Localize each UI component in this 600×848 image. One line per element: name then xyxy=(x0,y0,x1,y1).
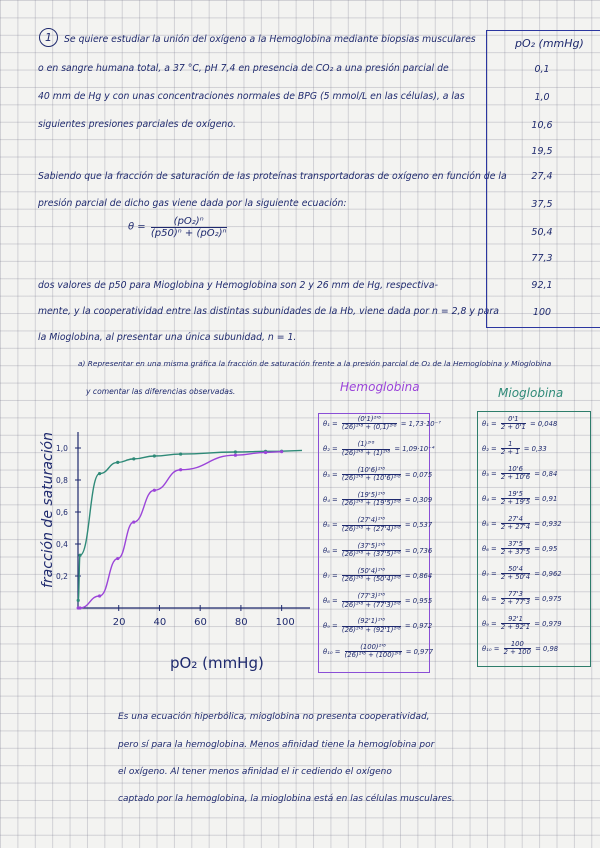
x-tick-label: 60 xyxy=(194,617,207,628)
calc-denominator: 2 + 77'3 xyxy=(500,598,531,607)
mioglobina-point xyxy=(153,454,156,457)
calc-result: 0,979 xyxy=(542,619,562,628)
calc-denominator: 2 + 1 xyxy=(500,448,520,457)
hemoglobina-curve xyxy=(78,452,281,608)
hemoglobina-point xyxy=(153,489,156,492)
chart-x-label: pO₂ (mmHg) xyxy=(170,654,264,672)
hemoglobina-calculations xyxy=(318,413,441,673)
po2-value: 19,5 xyxy=(531,146,553,157)
theta-label: θ₆ xyxy=(323,546,330,555)
problem-line-1: Se quiere estudiar la unión del oxígeno a la Hemoglobina mediante biopsias musculares xyxy=(64,34,476,45)
mioglobina-calc-row: θ₅ = $\frac{27'4}{2 + 27'4}$ = 0,932 xyxy=(482,515,562,532)
hemoglobina-point xyxy=(280,450,283,453)
calc-numerator: (1)²'⁸ xyxy=(342,441,390,449)
hemoglobina-point xyxy=(264,451,267,454)
calc-result: 1,73·10⁻⁷ xyxy=(408,419,441,428)
mioglobina-curve xyxy=(78,450,302,600)
hemoglobina-point xyxy=(116,557,119,560)
calc-denominator: 2 + 0'1 xyxy=(500,423,526,432)
po2-value: 37,5 xyxy=(531,199,553,210)
x-tick-label: 80 xyxy=(234,617,248,628)
calc-result: 0,048 xyxy=(537,419,558,428)
mioglobina-calc-row: θ₉ = $\frac{92'1}{2 + 92'1}$ = 0,979 xyxy=(482,615,562,632)
theta-label: θ₁₀ xyxy=(482,644,492,653)
task-a-line-2: y comentar las diferencias observadas. xyxy=(86,387,236,396)
calc-result: 0,977 xyxy=(413,647,434,656)
mioglobina-calc-row: θ₇ = $\frac{50'4}{2 + 50'4}$ = 0,962 xyxy=(482,565,562,582)
po2-value: 100 xyxy=(532,307,552,318)
mioglobina-calc-row: θ₃ = $\frac{10'6}{2 + 10'6}$ = 0,84 xyxy=(482,465,558,482)
theta-label: θ₅ xyxy=(323,521,330,530)
x-tick-label: 100 xyxy=(275,617,295,628)
calc-denominator: (26)²'⁸ + (100)²'⁸ xyxy=(344,651,402,660)
saturation-formula xyxy=(128,216,229,239)
y-tick-label: 0,6 xyxy=(56,508,68,517)
y-tick-label: 1,0 xyxy=(56,444,68,453)
hemoglobina-calc-row: θ₁₀ = $\frac{\text{(100)²'⁸}}{\text{(26)²'⁸ + (100)²'⁸}}$ = 0,977 xyxy=(323,642,434,660)
calc-numerator: (100)²'⁸ xyxy=(345,644,402,652)
calc-denominator: (26)²'⁸ + (77'3)²'⁸ xyxy=(341,600,401,609)
po2-value: 27,4 xyxy=(531,171,553,182)
hemoglobina-calc-row: θ₁ = $\frac{\text{(0'1)²'⁸}}{\text{(26)²'⁸ + (0,1)²'⁸}}$ = 1,73·10⁻⁷ xyxy=(323,415,441,432)
calc-numerator: (92'1)²'⁸ xyxy=(342,618,401,626)
theta-label: θ₇ xyxy=(482,569,489,578)
calc-numerator: 10'6 xyxy=(501,466,530,474)
calc-result: 0,864 xyxy=(412,571,433,580)
calc-numerator: (19'5)²'⁸ xyxy=(342,492,401,500)
calc-denominator: 2 + 100 xyxy=(503,648,531,657)
hemoglobina-calc-row: θ₇ = $\frac{\text{(50'4)²'⁸}}{\text{(26)²'⁸ + (50'4)²'⁸}}$ = 0,864 xyxy=(323,566,433,584)
p50-line-3: la Mioglobina, al presentar una única subunidad, n = 1. xyxy=(38,332,297,343)
hemoglobina-point xyxy=(179,468,182,471)
p50-line-1: dos valores de p50 para Mioglobina y Hemoglobina son 2 y 26 mm de Hg, respectiva- xyxy=(38,280,438,291)
calc-denominator: 2 + 92'1 xyxy=(500,623,531,632)
theta-label: θ₃ xyxy=(323,470,330,479)
mioglobina-point xyxy=(116,461,119,464)
calc-numerator: 50'4 xyxy=(501,566,530,574)
calc-result: 0,736 xyxy=(412,546,433,555)
calc-result: 0,84 xyxy=(542,469,558,478)
y-tick-label: 0,8 xyxy=(56,476,68,485)
po2-table xyxy=(486,30,600,328)
calc-numerator: (10'6)²'⁸ xyxy=(342,467,401,475)
problem-line-4: siguientes presiones parciales de oxígeno. xyxy=(38,119,236,130)
problem-number: 1 xyxy=(39,28,58,47)
y-tick-label: 0,4 xyxy=(56,540,68,549)
po2-value: 1,0 xyxy=(534,92,550,103)
calc-numerator: 27'4 xyxy=(501,516,530,524)
calc-result: 1,09·10⁻⁴ xyxy=(402,445,435,454)
x-tick-label: 20 xyxy=(112,617,126,628)
calc-result: 0,932 xyxy=(542,519,562,528)
hemoglobina-title: Hemoglobina xyxy=(340,380,420,394)
conclusion-line-2: pero sí para la hemoglobina. Menos afinidad tiene la hemoglobina por xyxy=(118,740,435,750)
calc-denominator: (26)²'⁸ + (10'6)²'⁸ xyxy=(341,474,401,483)
hemoglobina-calc-row: θ₂ = $\frac{\text{(1)²'⁸}}{\text{(26)²'⁸ + (1)²'⁸}}$ = 1,09·10⁻⁴ xyxy=(323,440,435,457)
mioglobina-point xyxy=(98,472,101,475)
formula-numerator: (pO₂)ⁿ xyxy=(151,216,227,228)
calc-numerator: (27'4)²'⁸ xyxy=(342,517,401,525)
calc-denominator: (26)²'⁸ + (27'4)²'⁸ xyxy=(341,524,401,533)
theta-label: θ₂ xyxy=(482,444,489,453)
calc-denominator: 2 + 10'6 xyxy=(500,473,531,482)
calc-result: 0,33 xyxy=(531,444,547,453)
calc-numerator: (0'1)²'⁸ xyxy=(342,416,397,424)
hemoglobina-calc-row: θ₈ = $\frac{\text{(77'3)²'⁸}}{\text{(26)²'⁸ + (77'3)²'⁸}}$ = 0,955 xyxy=(323,592,433,609)
calc-denominator: (26)²'⁸ + (19'5)²'⁸ xyxy=(341,499,401,508)
calc-denominator: 2 + 50'4 xyxy=(500,573,531,582)
calc-numerator: 77'3 xyxy=(501,591,530,599)
theta-label: θ₂ xyxy=(323,445,330,454)
mioglobina-calc-row: θ₆ = $\frac{37'5}{2 + 37'5}$ = 0,95 xyxy=(482,540,558,557)
po2-table-header: pO₂ (mmHg) xyxy=(515,37,584,50)
conclusion-line-4: captado por la hemoglobina, la mioglobina está en las células musculares. xyxy=(118,794,455,804)
hemoglobina-calc-row: θ₆ = $\frac{\text{(37'5)²'⁸}}{\text{(26)²'⁸ + (37'5)²'⁸}}$ = 0,736 xyxy=(323,541,433,558)
calc-result: 0,309 xyxy=(412,495,433,504)
mioglobina-calc-row: θ₁ = $\frac{0'1}{2 + 0'1}$ = 0,048 xyxy=(482,415,558,432)
calc-denominator: 2 + 37'5 xyxy=(500,548,531,557)
calc-denominator: (26)²'⁸ + (1)²'⁸ xyxy=(341,448,391,457)
theta-label: θ₄ xyxy=(323,495,330,504)
calc-result: 0,98 xyxy=(543,644,559,653)
calc-numerator: (37'5)²'⁸ xyxy=(342,543,401,551)
theta-label: θ₁ xyxy=(482,419,489,428)
calc-denominator: (26)²'⁸ + (50'4)²'⁸ xyxy=(341,575,401,584)
calc-result: 0,975 xyxy=(542,594,562,603)
calc-numerator: 92'1 xyxy=(501,616,530,624)
calc-result: 0,91 xyxy=(542,494,558,503)
calc-denominator: (26)²'⁸ + (92'1)²'⁸ xyxy=(341,625,401,634)
calc-result: 0,075 xyxy=(412,470,433,479)
conclusion-line-3: el oxígeno. Al tener menos afinidad el ir cediendo el oxígeno xyxy=(118,767,392,777)
mioglobina-title: Mioglobina xyxy=(498,386,564,400)
calc-result: 0,95 xyxy=(542,544,558,553)
calc-numerator: (50'4)²'⁸ xyxy=(342,568,401,576)
calc-numerator: 19'5 xyxy=(501,491,530,499)
calc-numerator: 100 xyxy=(504,641,531,649)
theta-label: θ₉ xyxy=(482,619,489,628)
calc-denominator: 2 + 27'4 xyxy=(500,523,531,532)
chart-y-label: fracción de saturación xyxy=(40,432,56,588)
task-a-line-1: a) Representar en una misma gráfica la fracción de saturación frente a la presión parcial de O₂ de la Hemoglobina y Mioglobina xyxy=(78,359,552,368)
theta-label: θ₈ xyxy=(482,594,489,603)
po2-value: 10,6 xyxy=(531,120,553,131)
problem-line-3: 40 mm de Hg y con unas concentraciones normales de BPG (5 mmol/L en las células), a las xyxy=(38,91,465,102)
theta-label: θ₅ xyxy=(482,519,489,528)
mioglobina-point xyxy=(234,450,237,453)
calc-result: 0,972 xyxy=(412,622,433,631)
calc-result: 0,962 xyxy=(542,569,562,578)
calc-result: 0,537 xyxy=(412,521,433,530)
mioglobina-point xyxy=(132,457,135,460)
saturation-line-2: presión parcial de dicho gas viene dada por la siguiente ecuación: xyxy=(38,198,347,209)
hemoglobina-point xyxy=(98,594,101,597)
problem-line-2: o en sangre humana total, a 37 °C, pH 7,4 en presencia de CO₂ a una presión parcial de xyxy=(38,63,449,74)
mioglobina-point xyxy=(78,554,81,557)
theta-label: θ₁₀ xyxy=(323,647,333,656)
calc-numerator: (77'3)²'⁸ xyxy=(342,593,401,601)
formula-denominator: (p50)ⁿ + (pO₂)ⁿ xyxy=(150,228,227,239)
hemoglobina-calc-row: θ₅ = $\frac{\text{(27'4)²'⁸}}{\text{(26)²'⁸ + (27'4)²'⁸}}$ = 0,537 xyxy=(323,516,433,533)
mioglobina-point xyxy=(77,599,80,602)
hemoglobina-point xyxy=(78,606,81,609)
saturation-chart xyxy=(30,418,310,673)
p50-line-2: mente, y la cooperatividad entre las distintas subunidades de la Hb, viene dada por n = 2,8 y para xyxy=(38,306,499,317)
hemoglobina-calc-row: θ₃ = $\frac{\text{(10'6)²'⁸}}{\text{(26)²'⁸ + (10'6)²'⁸}}$ = 0,075 xyxy=(323,465,433,483)
x-tick-label: 40 xyxy=(153,617,167,628)
y-tick-label: 0,2 xyxy=(56,572,68,581)
theta-label: θ₇ xyxy=(323,571,330,580)
theta-label: θ₈ xyxy=(323,597,330,606)
theta-label: θ₁ xyxy=(323,419,330,428)
calc-denominator: (26)²'⁸ + (37'5)²'⁸ xyxy=(341,549,401,558)
calc-denominator: (26)²'⁸ + (0,1)²'⁸ xyxy=(341,423,397,432)
theta-label: θ₉ xyxy=(323,622,330,631)
calc-result: 0,955 xyxy=(412,597,433,606)
mioglobina-calculations xyxy=(477,411,591,667)
theta-label: θ₆ xyxy=(482,544,489,553)
hemoglobina-point xyxy=(132,520,135,523)
calc-denominator: 2 + 19'5 xyxy=(500,498,531,507)
mioglobina-calc-row: θ₁₀ = $\frac{100}{2 + 100}$ = 0,98 xyxy=(482,640,559,657)
hemoglobina-calc-row: θ₉ = $\frac{\text{(92'1)²'⁸}}{\text{(26)²'⁸ + (92'1)²'⁸}}$ = 0,972 xyxy=(323,617,433,634)
po2-value: 50,4 xyxy=(531,227,553,238)
saturation-line-1: Sabiendo que la fracción de saturación de las proteínas transportadoras de oxígeno en función de la xyxy=(38,171,507,182)
po2-value: 77,3 xyxy=(531,253,553,264)
mioglobina-point xyxy=(179,452,182,455)
calc-numerator: 37'5 xyxy=(501,541,530,549)
hemoglobina-calc-row: θ₄ = $\frac{\text{(19'5)²'⁸}}{\text{(26)²'⁸ + (19'5)²'⁸}}$ = 0,309 xyxy=(323,490,433,508)
mioglobina-calc-row: θ₂ = $\frac{1}{2 + 1}$ = 0,33 xyxy=(482,440,547,457)
theta-label: θ₃ xyxy=(482,469,489,478)
formula-lhs: θ = xyxy=(128,221,146,233)
mioglobina-calc-row: θ₄ = $\frac{19'5}{2 + 19'5}$ = 0,91 xyxy=(482,490,558,507)
po2-value: 0,1 xyxy=(534,64,550,75)
po2-value: 92,1 xyxy=(531,280,553,291)
calc-numerator: 0'1 xyxy=(501,416,526,424)
theta-label: θ₄ xyxy=(482,494,489,503)
mioglobina-calc-row: θ₈ = $\frac{77'3}{2 + 77'3}$ = 0,975 xyxy=(482,590,562,607)
conclusion-line-1: Es una ecuación hiperbólica, mioglobina no presenta cooperatividad, xyxy=(118,712,430,722)
hemoglobina-point xyxy=(234,454,237,457)
calc-numerator: 1 xyxy=(501,441,520,449)
